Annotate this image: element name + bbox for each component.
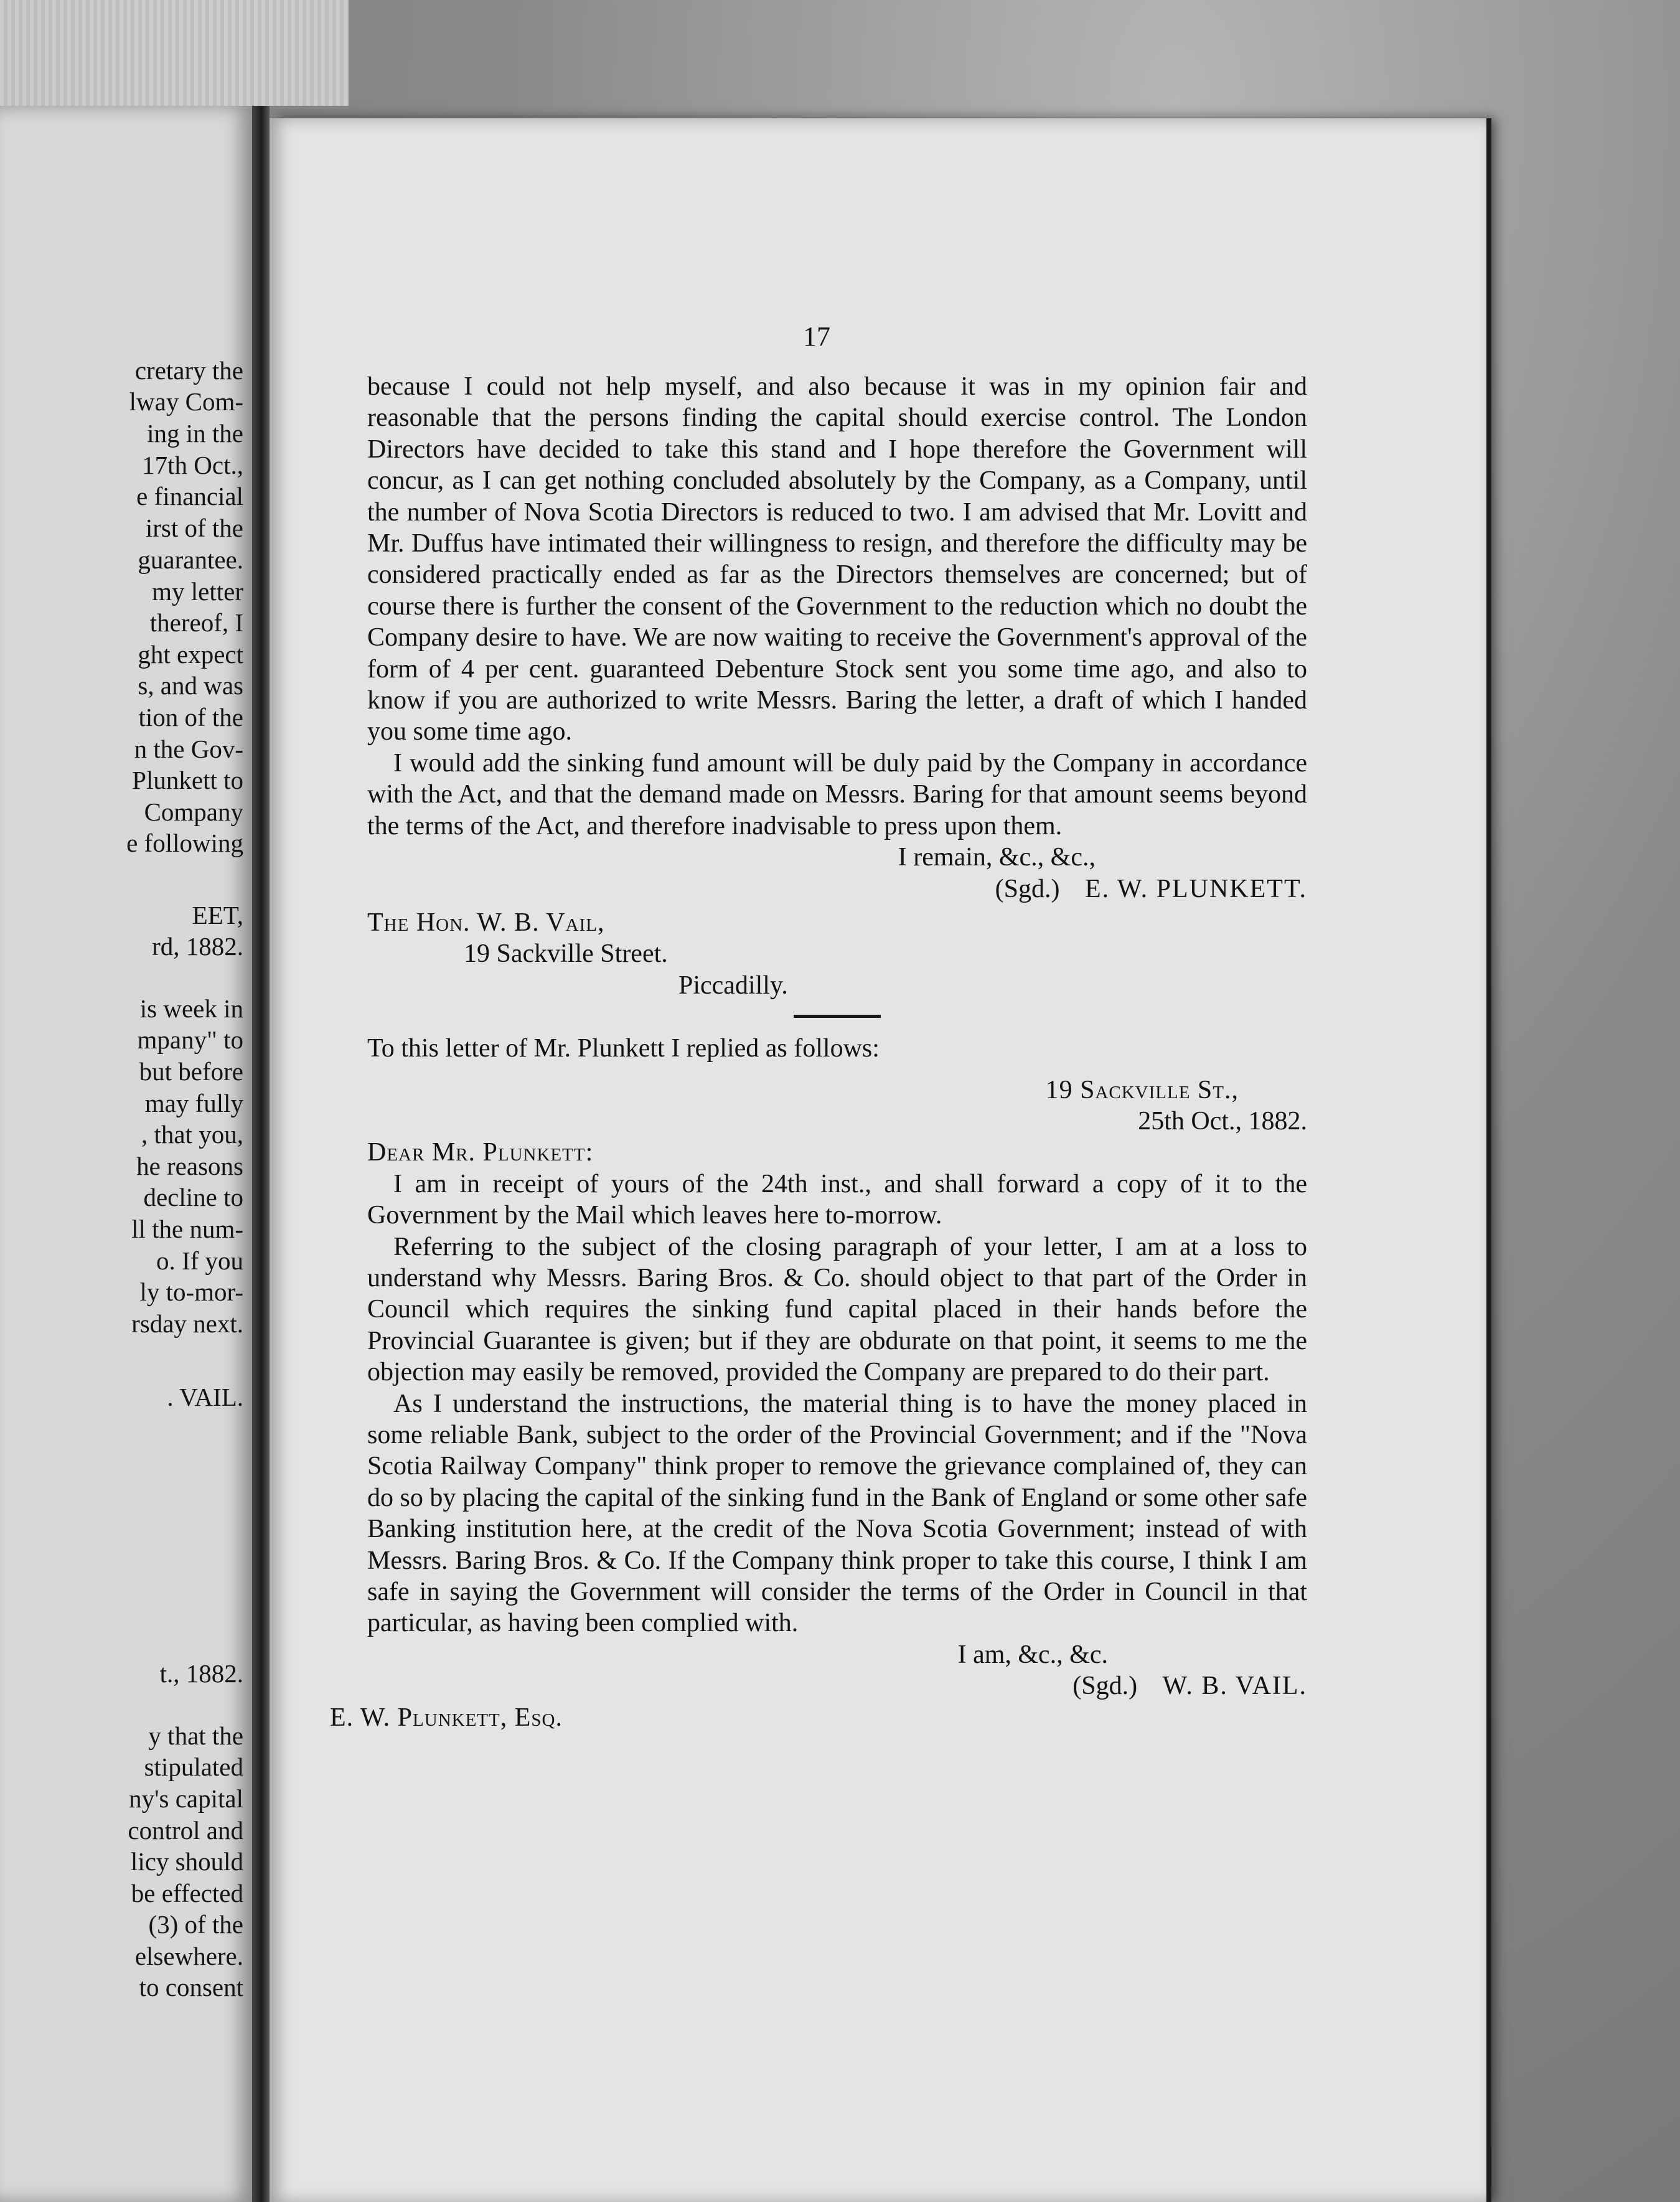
letter2-signature-line (367, 1670, 1307, 1701)
left-page-line: ll the num- (131, 1215, 243, 1243)
letter1-addressee-name: The Hon. W. B. Vail, (367, 908, 605, 937)
letter2-signature: W. B. VAIL. (1162, 1672, 1307, 1701)
letter2-paragraph-1: I am in receipt of yours of the 24th inst., and shall forward a copy of it to the Government by the Mail which leaves here to-morrow. (367, 1169, 1307, 1230)
left-page-line: . VAIL. (167, 1383, 243, 1411)
transition-text: To this letter of Mr. Plunkett I replied as follows: (367, 1034, 880, 1063)
letter1-signature: E. W. PLUNKETT. (1084, 874, 1307, 903)
letter2-date: 25th Oct., 1882. (1138, 1106, 1307, 1136)
letter1-addressee-street: 19 Sackville Street. (464, 939, 668, 969)
left-page-line: thereof, I (149, 608, 243, 637)
left-page-line: he reasons (136, 1152, 243, 1180)
left-page-line: licy should (130, 1847, 243, 1876)
left-page-line: e following (126, 829, 243, 857)
letter1-closing: I remain, &c., &c., (898, 843, 1096, 872)
left-page-line: s, and was (138, 671, 243, 700)
left-page-line: cretary the (134, 356, 243, 385)
left-page-line: may fully (144, 1089, 243, 1117)
left-page-line: elsewhere. (134, 1942, 243, 1970)
letter2-closing: I am, &c., &c. (957, 1640, 1108, 1669)
left-page-line: ing in the (147, 419, 243, 448)
book-cloth-binding (0, 0, 349, 106)
page-number: 17 (803, 321, 830, 352)
letter1-addressee-area: Piccadilly. (678, 971, 788, 1000)
left-page-fragment (0, 106, 252, 2202)
left-page-line: y that the (148, 1721, 243, 1750)
letter1-signed-prefix: (Sgd.) (995, 874, 1060, 903)
left-page-line: t., 1882. (159, 1659, 243, 1688)
left-page-line: rsday next. (131, 1309, 243, 1338)
section-divider (794, 1015, 881, 1018)
letter2-address: 19 Sackville St., (1045, 1075, 1239, 1104)
left-page-line: to consent (139, 1973, 243, 2002)
left-page-line: , that you, (141, 1120, 243, 1149)
left-page-line: rd, 1882. (152, 932, 243, 961)
left-page-line: lway Com- (129, 387, 243, 416)
letter2-paragraph-2: Referring to the subject of the closing paragraph of your letter, I am at a loss to understand why Messrs. Baring Bros. & Co. should object to that part of the Order in Council which requires the sinking fund capital placed in their hands before the Provincial Guarantee is given; but if they are obdurate on that point, it seems to me the objection may easily be removed, provided the Company are prepared to do their part. (367, 1232, 1307, 1387)
left-page-line: EET, (192, 901, 243, 929)
left-page-line: decline to (143, 1183, 243, 1212)
book-gutter (252, 106, 270, 2202)
letter2-addressee: E. W. Plunkett, Esq. (330, 1703, 563, 1732)
left-page-line: control and (128, 1816, 243, 1845)
left-page-line: ght expect (138, 640, 243, 669)
left-page-line: Company (144, 798, 243, 826)
letter2-paragraph-3: As I understand the instructions, the material thing is to have the money placed in some reliable Bank, subject to the order of the Provincial Government; and if the "Nova Scotia Railway Company" think proper to remove the grievance complained of, they can do so by placing the capital of the sinking fund in the Bank of England or some other safe Banking institution here, at the credit of the Nova Scotia Government; instead of with Messrs. Baring Bros. & Co. If the Company think proper to take this course, I think I am safe in saying the Government will consider the terms of the Order in Council in that particular, as having been complied with. (367, 1389, 1307, 1638)
page-body (330, 311, 1307, 1733)
letter2-salutation: Dear Mr. Plunkett: (367, 1138, 594, 1167)
letter1-paragraph-1: because I could not help myself, and also because it was in my opinion fair and reasonable that the persons finding the capital should exercise control. The London Directors have decided to take this stand and I hope therefore the Government will concur, as I can get nothing concluded absolutely by the Company, as a Company, until the number of Nova Scotia Directors is reduced to two. I am advised that Mr. Lovitt and Mr. Duffus have intimated their willingness to resign, and therefore the difficulty may be considered practically ended as far as the Directors themselves are concerned; but of course there is further the consent of the Government to the reduction which no doubt the Company desire to have. We are now waiting to receive the Government's approval of the form of 4 per cent. guaranteed Debenture Stock sent you some time ago, and also to know if you are authorized to write Messrs. Baring the letter, a draft of which I handed you some time ago. (367, 372, 1307, 746)
left-page-line: e financial (136, 482, 243, 511)
left-page-line: guarantee. (138, 545, 243, 574)
left-page-line: tion of the (138, 703, 243, 732)
left-page-line: my letter (152, 577, 243, 606)
left-page-line: n the Gov- (134, 735, 243, 763)
left-page-line: ly to-mor- (139, 1277, 243, 1306)
left-page-line: irst of the (145, 514, 243, 542)
letter2-signed-prefix: (Sgd.) (1072, 1672, 1138, 1701)
letter1-paragraph-2: I would add the sinking fund amount will be duly paid by the Company in accordance with the Act, and that the demand made on Messrs. Baring for that amount seems beyond the terms of the Act, and therefore inadvisable to press upon them. (367, 748, 1307, 840)
left-page-line: Plunkett to (132, 766, 243, 794)
left-page-line: but before (139, 1057, 243, 1086)
left-page-line: o. If you (156, 1246, 243, 1275)
left-page-line: ny's capital (129, 1784, 243, 1813)
left-page-line: be effected (131, 1879, 243, 1908)
left-page-line: (3) of the (148, 1910, 243, 1939)
left-page-line: mpany" to (137, 1025, 243, 1054)
left-page-line: stipulated (144, 1753, 243, 1781)
left-page-line: is week in (139, 994, 243, 1023)
letter1-signature-line (367, 873, 1307, 905)
left-page-line: 17th Oct., (142, 451, 243, 479)
